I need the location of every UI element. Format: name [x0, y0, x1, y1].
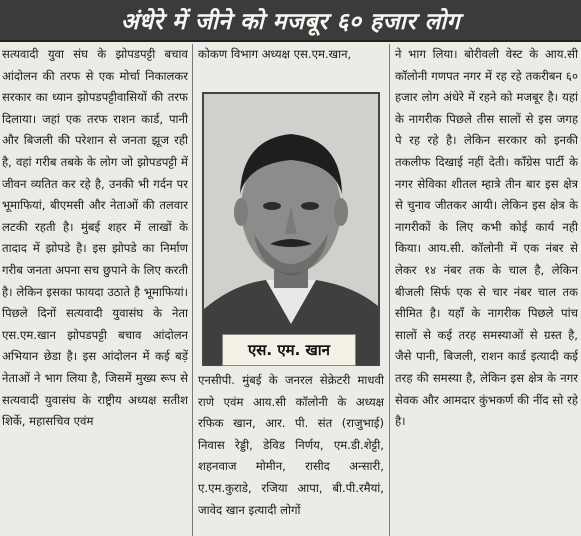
column-1-text: सत्यवादी युवा संघ के झोपडपट्टी बचाव आंदोलन की तरफ से एक मोर्चा निकालकर सरकार का ध्यान झोपडपट्टीवासियों की तरफ दिलाया। जहां एक तरफ राशन कार्ड, पानी और बिजली की परेशान से जनता झूज रही है, वहां गरीब तबके के लोग जो झोपडपट्टी में जीवन व्यतित कर रहे है, उनकी भी गर्दन पर भूमाफियां, बीएमसी और नेताओं की तलवार लटकी रहती है। मुंबई शहर में लाखों के तादाद में झोपडे है। इस झोपडे का निर्माण गरीब जनता अपना सच छुपाने के लिए करती है। लेकिन इसका फायदा उठाते है भूमाफियां। पिछले दिनों सत्यवादी युवासंघ के नेता एस.एम.खान झोपडपट्टी बचाव आंदोलन अभियान छेडा है। इस आंदोलन में कई बड़ें नेताओं ने भाग लिया है, जिसमें मुख्य रूप से सत्यवादी युवासंघ के राष्ट्रीय अध्यक्ष सतीश शिर्के, महासचिव एवंम: [2, 47, 188, 429]
column-rule: [192, 44, 193, 536]
column-2-top-text: कोकण विभाग अध्यक्ष एस.एम.खान,: [198, 47, 352, 61]
portrait-photo: [202, 92, 380, 366]
headline: अंधेरे में जीने को मजबूर ६० हजार लोग: [0, 0, 581, 42]
article-column-3: [395, 44, 578, 536]
article-column-2-bottom: [198, 370, 384, 536]
article-column-1: [2, 44, 188, 536]
article-column-2-top: [198, 44, 384, 68]
column-rule: [389, 44, 390, 536]
portrait-photo-image: [204, 94, 378, 364]
column-2-bottom-text: एनसीपी. मुंबई के जनरल सेक्रेटरी माधवी राणे एवंम आय.सी कॉलोनी के अध्यक्ष रफिक खान, आर. पी. संत (राजुभाई) निवास रेड्डी, डेविड निर्णय, एम.डी.शेट्टी, शहनवाज मोमीन, रासीद अन्सारी, ए.एम.कुराडे, रजिया आपा, बी.पी.रमैयां, जावेद खान इत्यादी लोगों: [198, 373, 384, 517]
column-3-text: ने भाग लिया। बोरीवली वेस्ट के आय.सी कॉलोनी गणपत नगर में रह रहे तकरीबन ६० हजार लोग अंधेरे में रहने को मजबूर है। यहां के नागरीक पिछले तीस सालों से इस जगह पे रह रहे है। लेकिन सरकार को इनकी तकलीफ दिखाई नहीं देती। कॉंग्रेस पार्टी के नगर सेविका शीतल म्हात्रे तीन बार इस क्षेत्र से चुनाव जीतकर आयी। लेकिन इस क्षेत्र के नागरीकों के लिए कभी कोई कार्य नही किया। आय.सी. कॉलोनी में एक नंबर से लेकर १४ नंबर तक के चाल है, लेकिन बीजली सिर्फ एक से चार नंबर चाल तक सीमित है। यहॉं के नागरीक पिछले पांच सालों से कई तरह समस्याओं से ग्रस्त है, जैसे पानी, बिजली, राशन कार्ड इत्यादी कई तरह की समस्या है, लेकिन इस क्षेत्र के नगर सेवक और आमदार कुंभकर्ण की नींद सो रहे है।: [395, 47, 578, 429]
photo-caption: एस. एम. खान: [222, 334, 356, 366]
